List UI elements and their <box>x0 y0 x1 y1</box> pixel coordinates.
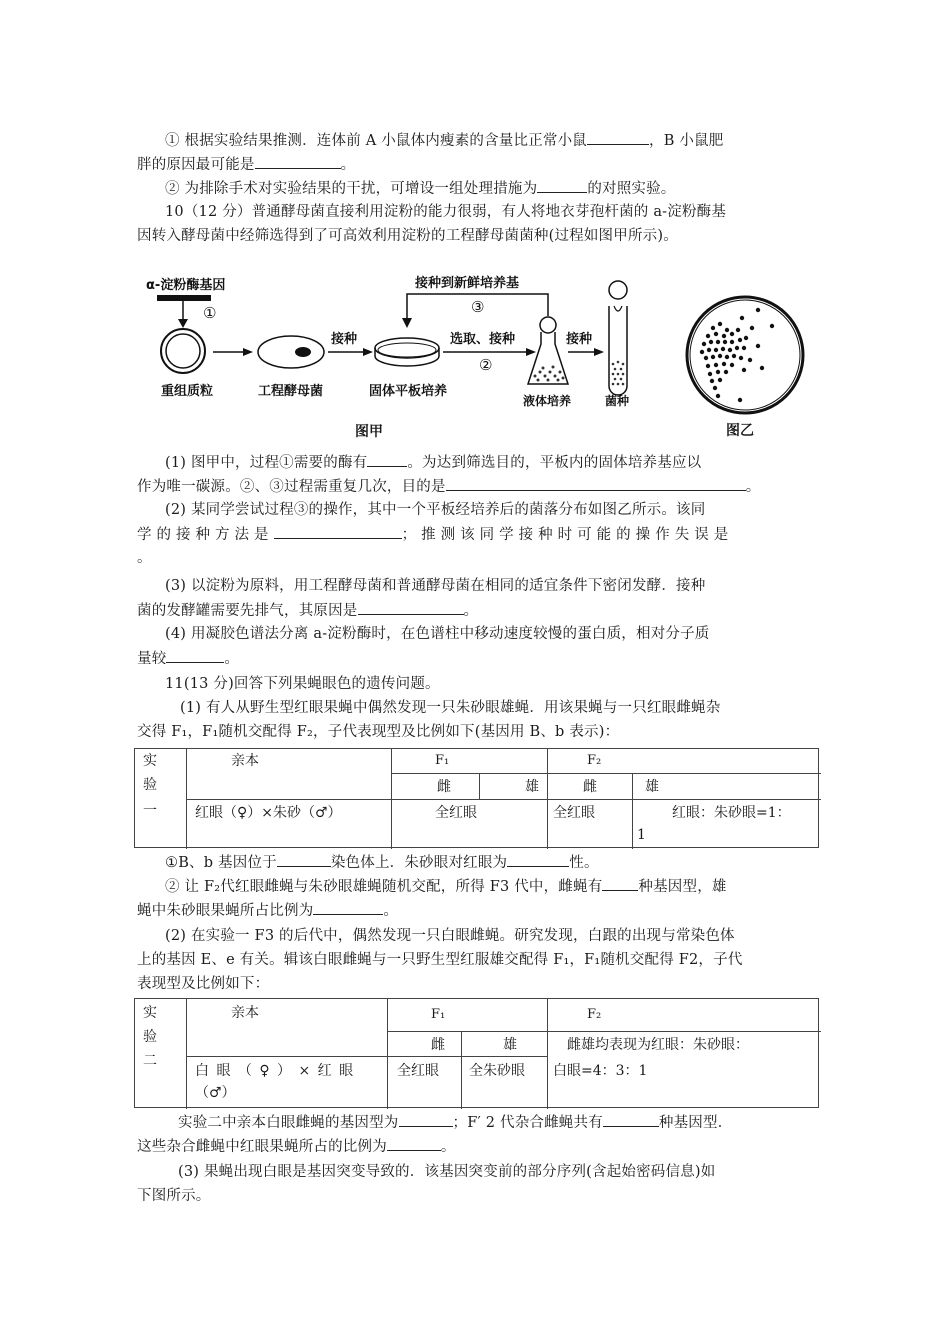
f1-value: 全红眼 <box>435 805 477 821</box>
answer-blank[interactable] <box>313 900 383 915</box>
text: 。 <box>340 157 356 173</box>
q11-q3-line-2 <box>137 1136 456 1157</box>
text: ② 让 F₂代红眼雌蝇与朱砂眼雄蝇随机交配，所得 F3 代中，雌蝇有 <box>165 879 603 895</box>
text: 菌的发酵罐需要先排气，其原因是 <box>137 603 358 619</box>
text: ① 根据实验结果推测．连体前 A 小鼠体内瘦素的含量比正常小鼠 <box>165 133 587 149</box>
figure-yi-caption: 图乙 <box>726 423 754 439</box>
text: 胖的原因最可能是 <box>137 157 255 173</box>
text: 实验二中亲本白眼雌蝇的基因型为 <box>178 1115 399 1131</box>
petri-dish-colonies <box>680 290 810 420</box>
text: ② 为排除手术对实验结果的干扰，可增设一组处理措施为 <box>165 181 538 197</box>
figure-yi <box>680 290 810 440</box>
text: ，B 小鼠肥 <box>649 133 724 149</box>
q10-p1-line-2 <box>137 476 760 497</box>
q11-q2-line-1 <box>165 876 727 897</box>
f1-female-header: 雌 <box>437 779 451 795</box>
q10-p4-line-2 <box>137 648 239 669</box>
q9-line-1 <box>165 130 723 151</box>
q11-q1 <box>165 852 599 873</box>
text: ①B、b 基因位于 <box>165 855 277 871</box>
f2-header: F₂ <box>587 1007 602 1022</box>
text: 这些杂合雌蝇中红眼果蝇所占的比例为 <box>137 1139 387 1155</box>
answer-blank[interactable] <box>358 600 464 615</box>
exp2-label-3: 二 <box>143 1053 157 1069</box>
answer-blank[interactable] <box>367 452 407 467</box>
q10-p4-line-1: (4) 用凝胶色谱法分离 a-淀粉酶时，在色谱柱中移动速度较慢的蛋白质，相对分子质 <box>165 626 710 642</box>
step-2-label: ② <box>479 356 493 374</box>
q11-p2-line-2: 上的基因 E、e 有关。辑该白眼雌蝇与一只野生型红服雄交配得 F₁，F₁随机交配得 F2，子代 <box>137 952 743 968</box>
inoculate-label-2: 接种 <box>566 332 593 347</box>
text: 学 的 接 种 方 法 是 <box>137 527 269 543</box>
text: 性。 <box>569 855 599 871</box>
q10-p2-line-2 <box>137 524 728 545</box>
text: 。 <box>224 651 240 667</box>
q11-p3-line-1: (3) 果蝇出现白眼是基因突变导致的．该基因突变前的部分序列(含起始密码信息)如 <box>178 1164 716 1180</box>
f2-female-header: 雌 <box>583 779 597 795</box>
q10-intro-2: 因转入酵母菌中经筛选得到了可高效利用淀粉的工程酵母菌菌种(过程如图甲所示)。 <box>137 228 678 244</box>
parent-value: 红眼（♀）×朱砂（♂） <box>195 805 342 821</box>
text: 量较 <box>137 651 167 667</box>
experiment-1-table <box>134 748 819 848</box>
f1-header: F₁ <box>435 753 450 768</box>
q10-p3-line-1: (3) 以淀粉为原料，用工程酵母菌和普通酵母菌在相同的适宜条件下密闭发酵．接种 <box>165 578 706 594</box>
f1-male-value: 全朱砂眼 <box>469 1063 525 1079</box>
answer-blank[interactable] <box>387 1136 441 1151</box>
parent-header: 亲本 <box>231 1005 259 1021</box>
q11-p1-line-1: (1) 有人从野生型红眼果蝇中偶然发现一只朱砂眼雄蝇．用该果蝇与一只红眼雌蝇杂 <box>180 700 721 716</box>
text: ； 推 测 该 同 学 接 种 时 可 能 的 操 作 失 误 是 <box>401 527 729 543</box>
text: 的对照实验。 <box>587 181 676 197</box>
answer-blank[interactable] <box>446 476 746 491</box>
exp1-label-3: 一 <box>143 803 157 819</box>
f2-value-1: 雌雄均表现为红眼：朱砂眼： <box>567 1037 749 1053</box>
f1-female-header: 雌 <box>431 1037 445 1053</box>
q11-p2-line-3: 表现型及比例如下： <box>137 976 270 992</box>
q11-p1-line-2: 交得 F₁，F₁随机交配得 F₂，子代表现型及比例如下(基因用 B、b 表示)： <box>137 724 620 740</box>
q9-line-3 <box>165 178 676 199</box>
text: 。 <box>745 479 761 495</box>
figure-jia-caption: 图甲 <box>355 424 383 440</box>
answer-blank[interactable] <box>602 876 638 891</box>
parent-value-2: （♂） <box>195 1085 236 1101</box>
figure-jia <box>143 268 643 443</box>
q10-intro-1: 10（12 分）普通酵母菌直接利用淀粉的能力很弱，有人将地衣芽孢杆菌的 a-淀粉酶基 <box>165 204 727 220</box>
loop-label: 接种到新鲜培养基 <box>415 276 520 291</box>
q11-p2-line-1: (2) 在实验一 F3 的后代中，偶然发现一只白眼雌蝇。研究发现，白跟的出现与常染色体 <box>165 928 735 944</box>
q11-intro: 11(13 分)回答下列果蝇眼色的遗传问题。 <box>165 676 440 692</box>
plate-label: 固体平板培养 <box>369 384 448 399</box>
text: 。 <box>463 603 479 619</box>
step-1-label: ① <box>203 304 217 322</box>
answer-blank[interactable] <box>274 524 402 539</box>
liquid-label: 液体培养 <box>523 394 572 408</box>
strain-label: 菌种 <box>605 394 630 408</box>
experiment-2-table <box>134 998 819 1108</box>
q10-p3-line-2 <box>137 600 478 621</box>
f2-header: F₂ <box>587 753 602 768</box>
yeast-label: 工程酵母菌 <box>258 384 324 399</box>
text: ；F′ 2 代杂合雌蝇共有 <box>452 1115 603 1131</box>
f2-male-header: 雄 <box>645 779 659 795</box>
process-diagram <box>143 268 643 443</box>
text: 种基因型，雄 <box>638 879 727 895</box>
text: 蝇中朱砂眼果蝇所占比例为 <box>137 903 314 919</box>
answer-blank[interactable] <box>587 130 649 145</box>
parent-value-1: 白 眼 （ ♀ ） × 红 眼 <box>195 1063 355 1079</box>
f2-value-2: 白眼=4：3：1 <box>553 1063 648 1079</box>
text: 。为达到筛选目的，平板内的固体培养基应以 <box>407 455 702 471</box>
exp2-label-2: 验 <box>143 1029 157 1045</box>
f1-male-header: 雄 <box>525 779 539 795</box>
answer-blank[interactable] <box>603 1112 659 1127</box>
text: (1) 图甲中，过程①需要的酶有 <box>165 455 368 471</box>
f1-female-value: 全红眼 <box>397 1063 439 1079</box>
text: 。 <box>383 903 399 919</box>
q10-p2-line-1: (2) 某同学尝试过程③的操作，其中一个平板经培养后的菌落分布如图乙所示。该同 <box>165 502 706 518</box>
answer-blank[interactable] <box>277 852 331 867</box>
answer-blank[interactable] <box>399 1112 453 1127</box>
answer-blank[interactable] <box>255 154 341 169</box>
text: 种基因型． <box>658 1115 733 1131</box>
q10-p2-line-3: 。 <box>137 550 152 566</box>
q10-p1-line-1 <box>165 452 701 473</box>
answer-blank[interactable] <box>166 648 224 663</box>
q11-q3-line-1 <box>178 1112 732 1133</box>
inoculate-label-1: 接种 <box>331 332 358 347</box>
exp2-label-1: 实 <box>143 1005 157 1021</box>
answer-blank[interactable] <box>537 178 587 193</box>
q11-p3-line-2: 下图所示。 <box>137 1188 211 1204</box>
parent-header: 亲本 <box>231 753 259 769</box>
f2-female-value: 全红眼 <box>553 805 595 821</box>
text: 染色体上．朱砂眼对红眼为 <box>330 855 508 871</box>
answer-blank[interactable] <box>507 852 569 867</box>
select-label: 选取、接种 <box>450 332 516 347</box>
plasmid-label: 重组质粒 <box>161 384 214 399</box>
text: 。 <box>440 1139 456 1155</box>
f2-male-value-1: 红眼：朱砂眼=1： <box>672 805 791 821</box>
gene-label: α-淀粉酶基因 <box>146 278 226 293</box>
exp1-label-1: 实 <box>143 753 157 769</box>
f1-male-header: 雄 <box>503 1037 517 1053</box>
exp1-label-2: 验 <box>143 777 157 793</box>
f1-header: F₁ <box>431 1007 446 1022</box>
q9-line-2 <box>137 154 355 175</box>
step-3-label: ③ <box>471 298 485 316</box>
text: 作为唯一碳源。②、③过程需重复几次，目的是 <box>137 479 446 495</box>
q11-q2-line-2 <box>137 900 398 921</box>
f2-male-value-2: 1 <box>637 827 646 843</box>
